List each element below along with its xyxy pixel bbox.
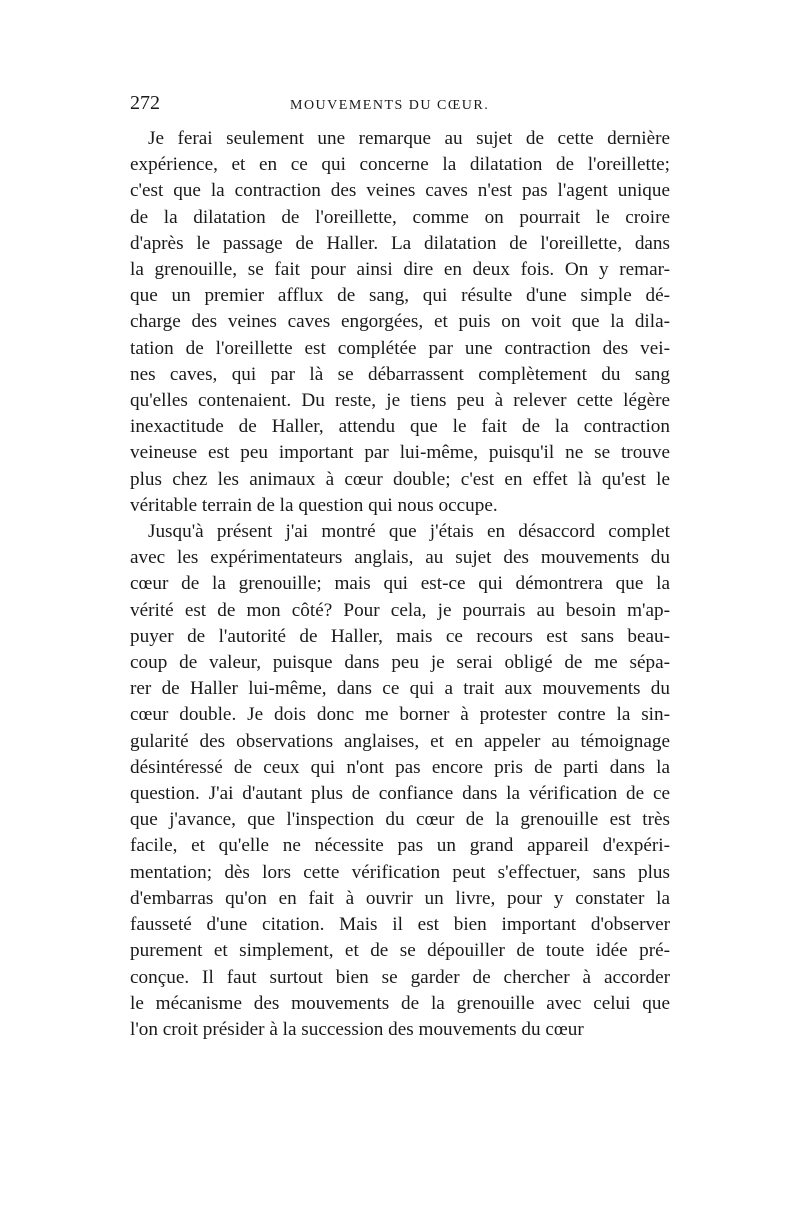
text-line: la grenouille, se fait pour ainsi dire en deux fois. On y remar- <box>130 259 670 281</box>
text-line: conçue. Il faut surtout bien se garder de chercher à accorder <box>130 966 670 988</box>
text-line: avec les expérimentateurs anglais, au sujet des mouvements du <box>130 547 670 569</box>
text-line: facile, et qu'elle ne nécessite pas un grand appareil d'expéri- <box>130 835 670 857</box>
text-line: tation de l'oreillette est complétée par une contraction des vei- <box>130 337 670 359</box>
text-line: nes caves, qui par là se débarrassent complètement du sang <box>130 363 670 385</box>
page-header <box>130 92 670 124</box>
page-number: 272 <box>130 92 160 114</box>
text-line: Je ferai seulement une remarque au sujet de cette dernière <box>148 128 670 149</box>
text-line: c'est que la contraction des veines caves n'est pas l'agent unique <box>130 180 670 202</box>
running-head: MOUVEMENTS DU CŒUR. <box>290 98 490 113</box>
text-line: plus chez les animaux à cœur double; c'est en effet là qu'est le <box>130 468 670 490</box>
text-line: coup de valeur, puisque dans peu je serai obligé de me sépa- <box>130 652 670 674</box>
text-line: cœur de la grenouille; mais qui est-ce qui démontrera que la <box>130 573 670 595</box>
text-line: question. J'ai d'autant plus de confiance dans la vérification de ce <box>130 783 670 805</box>
text-line: expérience, et en ce qui concerne la dilatation de l'oreillette; <box>130 154 670 176</box>
text-line: puyer de l'autorité de Haller, mais ce recours est sans beau- <box>130 625 670 647</box>
body-text <box>130 126 670 1043</box>
text-line: cœur double. Je dois donc me borner à protester contre la sin- <box>130 704 670 726</box>
text-line: rer de Haller lui-même, dans ce qui a trait aux mouvements du <box>130 678 670 700</box>
document-page <box>130 92 670 1043</box>
text-line: purement et simplement, et de se dépouiller de toute idée pré- <box>130 940 670 962</box>
text-line: mentation; dès lors cette vérification peut s'effectuer, sans plus <box>130 861 670 883</box>
text-line: d'après le passage de Haller. La dilatation de l'oreillette, dans <box>130 232 670 254</box>
text-line: d'embarras qu'on en fait à ouvrir un livre, pour y constater la <box>130 887 670 909</box>
text-line: veineuse est peu important par lui-même, puisqu'il ne se trouve <box>130 442 670 464</box>
text-line: que un premier afflux de sang, qui résulte d'une simple dé- <box>130 285 670 307</box>
text-line: Jusqu'à présent j'ai montré que j'étais en désaccord complet <box>148 521 670 543</box>
text-line: inexactitude de Haller, attendu que le fait de la contraction <box>130 416 670 438</box>
text-line: de la dilatation de l'oreillette, comme on pourrait le croire <box>130 206 670 228</box>
text-line: charge des veines caves engorgées, et puis on voit que la dila- <box>130 311 670 333</box>
text-line: le mécanisme des mouvements de la grenouille avec celui que <box>130 992 670 1014</box>
text-line: que j'avance, que l'inspection du cœur de la grenouille est très <box>130 809 670 831</box>
paragraph <box>130 126 670 519</box>
text-line: désintéressé de ceux qui n'ont pas encore pris de parti dans la <box>130 756 670 778</box>
paragraph <box>130 519 670 1043</box>
text-line: véritable terrain de la question qui nous occupe. <box>130 494 498 516</box>
text-line: vérité est de mon côté? Pour cela, je pourrais au besoin m'ap- <box>130 599 670 621</box>
text-line: l'on croit présider à la succession des mouvements du cœur <box>130 1018 584 1040</box>
text-line: fausseté d'une citation. Mais il est bien important d'observer <box>130 914 670 936</box>
text-line: qu'elles contenaient. Du reste, je tiens peu à relever cette légère <box>130 390 670 412</box>
text-line: gularité des observations anglaises, et en appeler au témoignage <box>130 730 670 752</box>
